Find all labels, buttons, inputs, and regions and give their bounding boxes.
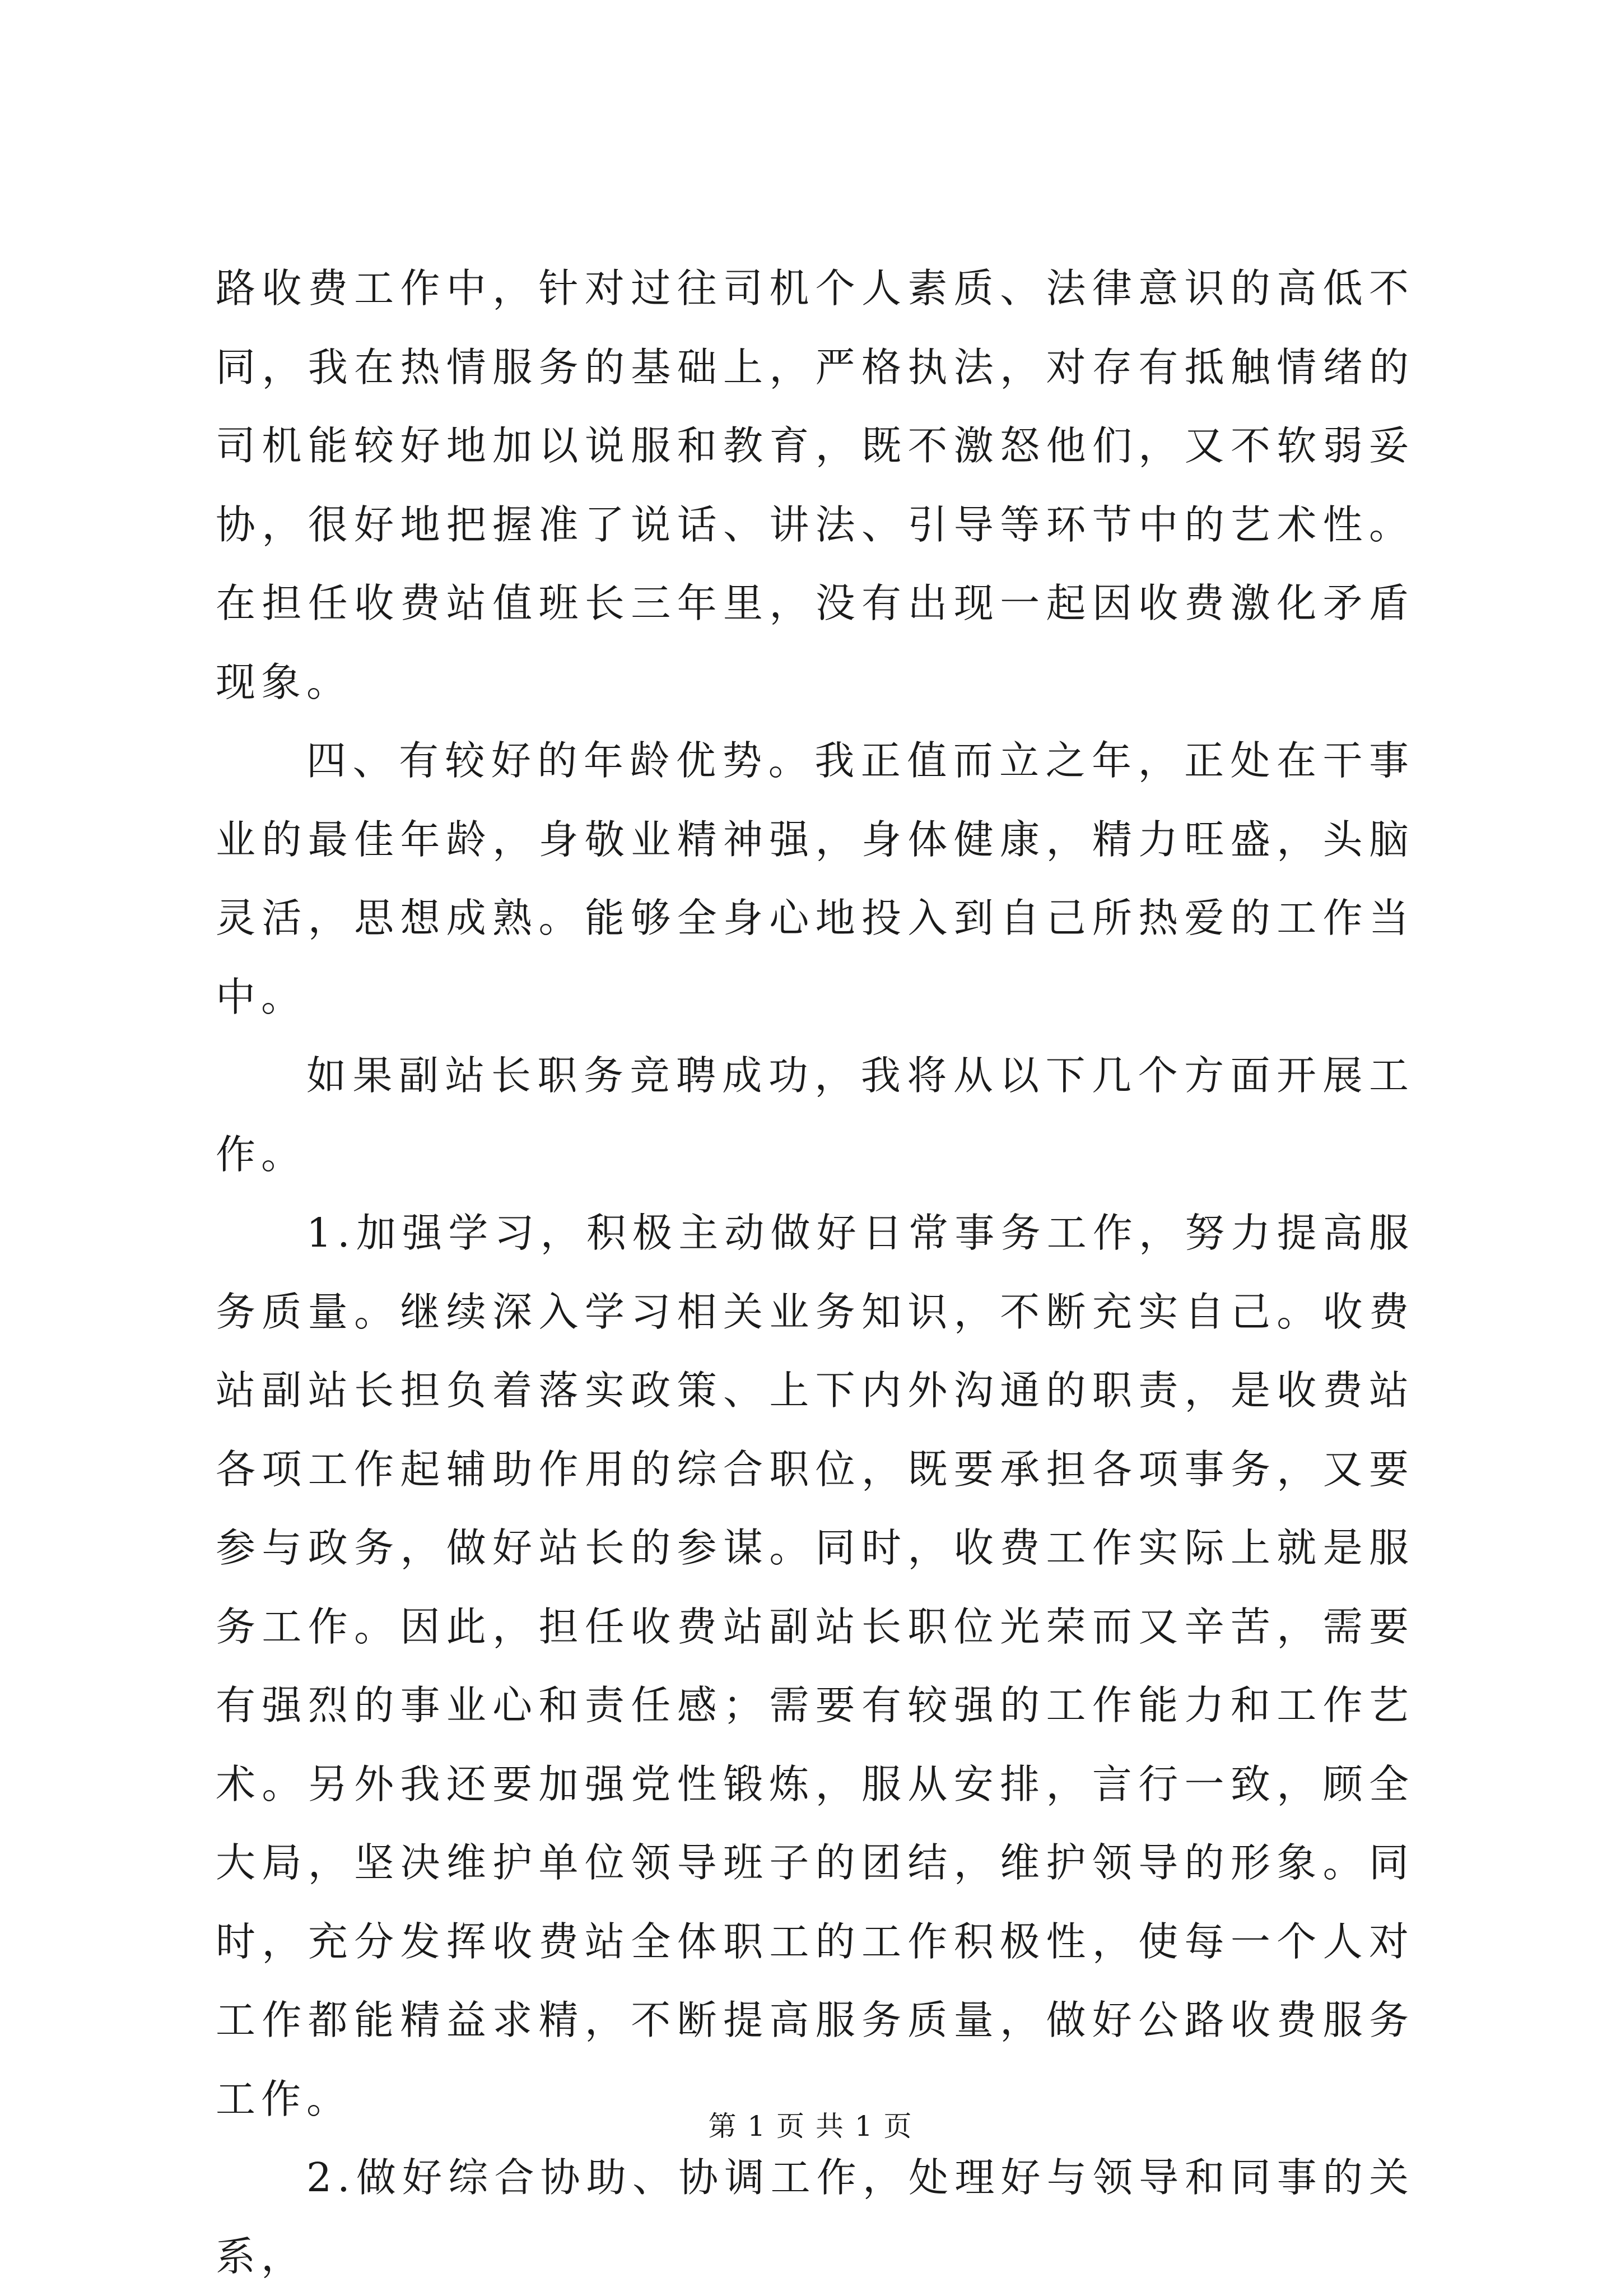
paragraph-2: 四、有较好的年龄优势。我正值而立之年，正处在干事业的最佳年龄，身敬业精神强，身体健康，精力旺盛，头脑灵活，思想成熟。能够全身心地投入到自己所热爱的工作当中。 xyxy=(216,737,1414,1020)
document-body xyxy=(216,249,1414,2296)
paragraph-4: 1.加强学习，积极主动做好日常事务工作，努力提高服务质量。继续深入学习相关业务知识，不断充实自己。收费站副站长担负着落实政策、上下内外沟通的职责，是收费站各项工作起辅助作用的综合职位，既要承担各项事务，又要参与政务，做好站长的参谋。同时，收费工作实际上就是服务工作。因此，担任收费站副站长职位光荣而又辛苦，需要有强烈的事业心和责任感；需要有较强的工作能力和工作艺术。另外我还要加强党性锻炼，服从安排，言行一致，顾全大局，坚决维护单位领导班子的团结，维护领导的形象。同时，充分发挥收费站全体职工的工作积极性，使每一个人对工作都能精益求精，不断提高服务质量，做好公路收费服务工作。 xyxy=(216,1210,1414,2122)
page-number-footer: 第 1 页 共 1 页 xyxy=(708,2110,913,2142)
paragraph-5: 2.做好综合协助、协调工作，处理好与领导和同事的关系， xyxy=(216,2154,1414,2280)
paragraph-1: 路收费工作中，针对过往司机个人素质、法律意识的高低不同，我在热情服务的基础上，严格执法，对存有抵触情绪的司机能较好地加以说服和教育，既不激怒他们，又不软弱妥协，很好地把握准了说话、讲法、引导等环节中的艺术性。在担任收费站值班长三年里，没有出现一起因收费激化矛盾现象。 xyxy=(216,265,1414,705)
paragraph-3: 如果副站长职务竞聘成功，我将从以下几个方面开展工作。 xyxy=(216,1052,1414,1178)
